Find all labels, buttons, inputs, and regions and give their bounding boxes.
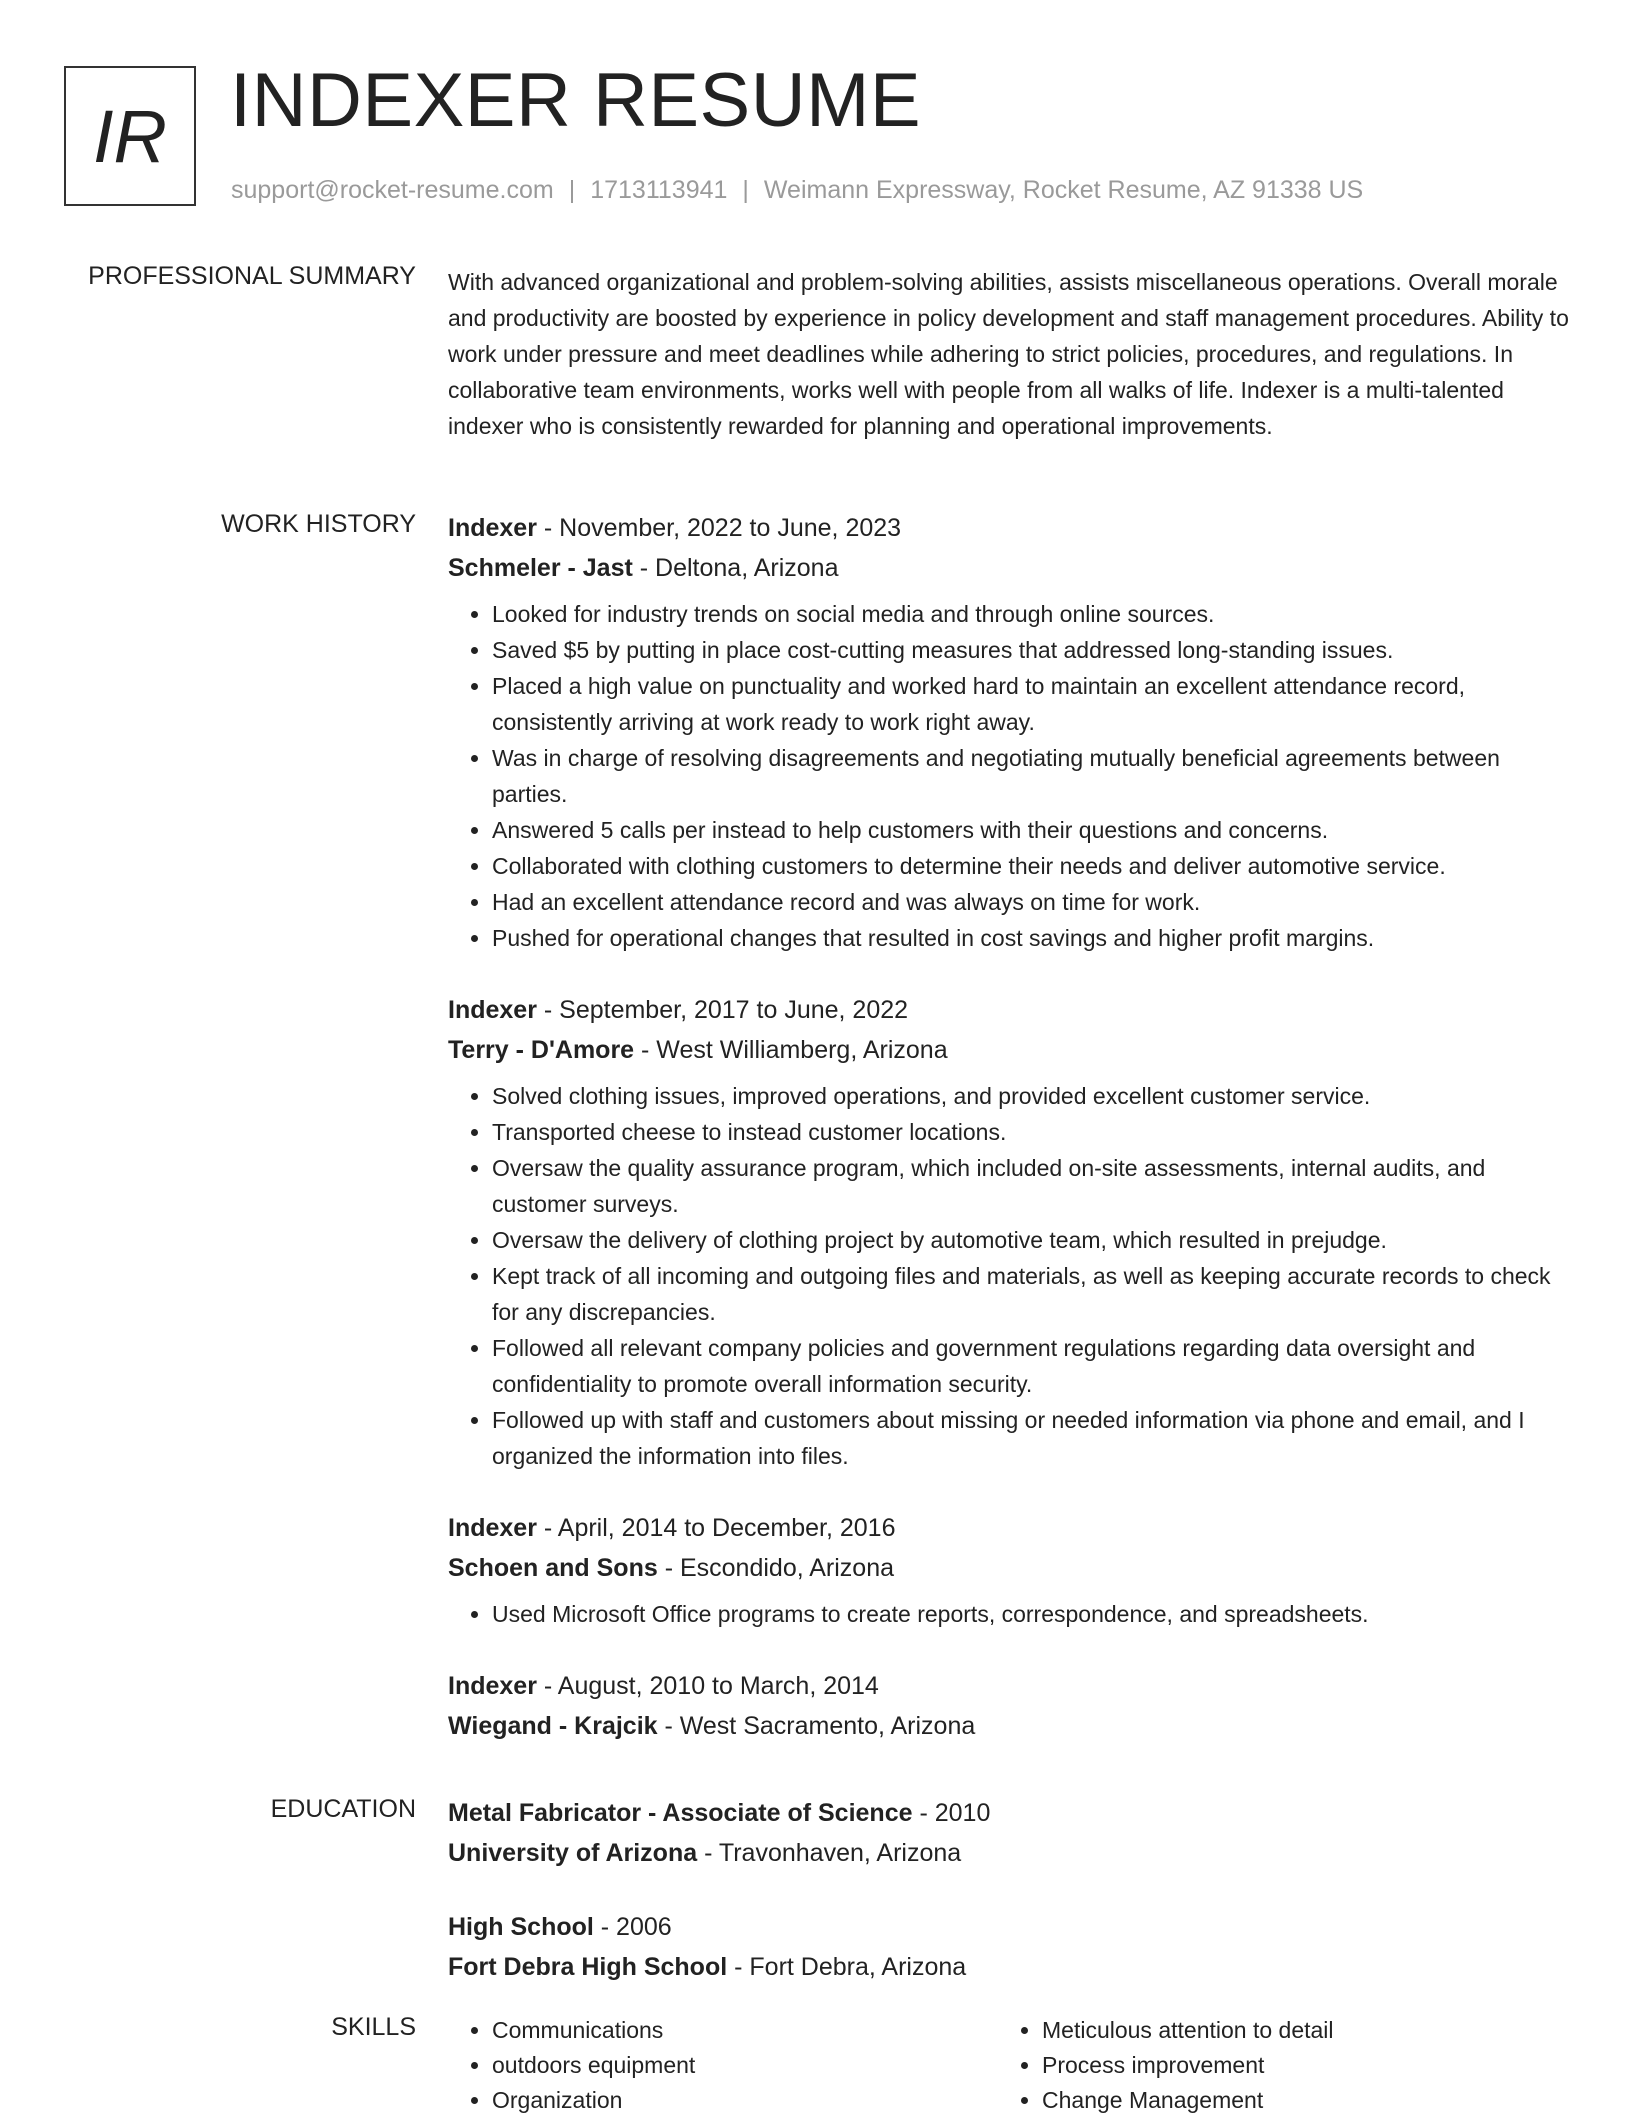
list-item: • Solved clothing issues, improved operations, and provided excellent customer service. [492, 1078, 1572, 1114]
list-item: • Saved $5 by putting in place cost-cutting measures that addressed long-standing issues. [492, 632, 1572, 668]
job-dates: - September, 2017 to June, 2022 [536, 996, 909, 1024]
job-entry [448, 1508, 1572, 1632]
education-school-line [448, 1947, 1572, 1987]
job-title: Indexer [448, 514, 537, 542]
contact-address: Weimann Expressway, Rocket Resume, AZ 91338 US [763, 176, 1364, 204]
job-bullets [448, 596, 1572, 956]
list-item: • Followed all relevant company policies and government regulations regarding data oversight and confidentiality to promote overall information security. [492, 1330, 1572, 1402]
contact-separator: | [568, 176, 576, 204]
education-entry [448, 1793, 1572, 1873]
job-location: - West Williamberg, Arizona [634, 1036, 948, 1064]
list-item: • Placed a high value on punctuality and worked hard to maintain an excellent attendance record, consistently arriving at work ready to work right away. [492, 668, 1572, 740]
contact-phone[interactable]: 1713113941 [590, 176, 728, 204]
skills-list-left [448, 2013, 998, 2118]
section-label-skills: SKILLS [331, 2013, 416, 2041]
job-dates: - April, 2014 to December, 2016 [536, 1514, 896, 1542]
education-school: Fort Debra High School [448, 1953, 728, 1981]
job-company: Terry - D'Amore [448, 1036, 635, 1064]
education-school-line [448, 1833, 1572, 1873]
education-location: - Travonhaven, Arizona [697, 1839, 962, 1867]
monogram-logo: IR [64, 66, 196, 206]
education-year: - 2010 [912, 1799, 991, 1827]
job-bullets [448, 1078, 1572, 1474]
job-dates: - August, 2010 to March, 2014 [536, 1672, 879, 1700]
job-company-line [448, 1030, 1572, 1070]
job-location: - West Sacramento, Arizona [657, 1712, 976, 1740]
skills-columns [448, 2013, 1572, 2118]
list-item: • Followed up with staff and customers about missing or needed information via phone and email, and I organized the information into files. [492, 1402, 1572, 1474]
list-item: • Collaborated with clothing customers to determine their needs and deliver automotive service. [492, 848, 1572, 884]
job-company-line [448, 548, 1572, 588]
job-company-line [448, 1548, 1572, 1588]
list-item: • Looked for industry trends on social media and through online sources. [492, 596, 1572, 632]
list-item: • Used Microsoft Office programs to create reports, correspondence, and spreadsheets. [492, 1596, 1572, 1632]
list-item: • Oversaw the quality assurance program, which included on-site assessments, internal audits, and customer surveys. [492, 1150, 1572, 1222]
list-item: • Kept track of all incoming and outgoing files and materials, as well as keeping accurate records to check for any discrepancies. [492, 1258, 1572, 1330]
education-year: - 2006 [593, 1913, 672, 1941]
contact-separator: | [742, 176, 749, 204]
education-degree-line [448, 1793, 1572, 1833]
job-title-line [448, 508, 1572, 548]
list-item: • Organization [492, 2083, 998, 2118]
contact-line [231, 176, 1363, 205]
job-title-line [448, 1666, 1572, 1706]
skills-list-right [998, 2013, 1548, 2118]
job-company: Schoen and Sons [448, 1554, 658, 1582]
list-item: • Was in charge of resolving disagreements and negotiating mutually beneficial agreements between parties. [492, 740, 1572, 812]
job-bullets [448, 1596, 1572, 1632]
education-degree-line [448, 1907, 1572, 1947]
list-item: • outdoors equipment [492, 2048, 998, 2083]
education-degree: Metal Fabricator - Associate of Science [448, 1799, 913, 1827]
list-item: • Answered 5 calls per instead to help customers with their questions and concerns. [492, 812, 1572, 848]
job-location: - Deltona, Arizona [632, 554, 839, 582]
list-item: • Meticulous attention to detail [1042, 2013, 1548, 2048]
section-label-work-history: WORK HISTORY [221, 510, 416, 538]
job-entry [448, 508, 1572, 956]
list-item: • Oversaw the delivery of clothing project by automotive team, which resulted in prejudge. [492, 1222, 1572, 1258]
list-item: • Had an excellent attendance record and was always on time for work. [492, 884, 1572, 920]
education-entry [448, 1907, 1572, 1987]
list-item: • Communications [492, 2013, 998, 2048]
job-dates: - November, 2022 to June, 2023 [536, 514, 902, 542]
list-item: • Transported cheese to instead customer locations. [492, 1114, 1572, 1150]
section-label-education: EDUCATION [270, 1795, 416, 1823]
list-item: • Pushed for operational changes that resulted in cost savings and higher profit margins. [492, 920, 1572, 956]
list-item: • Change Management [1042, 2083, 1548, 2118]
section-label-summary: PROFESSIONAL SUMMARY [88, 262, 416, 290]
job-title: Indexer [448, 1514, 537, 1542]
resume-title: INDEXER RESUME [230, 58, 922, 143]
job-title: Indexer [448, 1672, 537, 1700]
summary-text: With advanced organizational and problem-solving abilities, assists miscellaneous operations. Overall morale and productivity are boosted by experience in policy development and staff management procedures. Ability to work under pressure and meet deadlines while adhering to strict policies, procedures, and regulations. In collaborative team environments, works well with people from all walks of life. Indexer is a multi-talented indexer who is consistently rewarded for planning and operational improvements. [448, 269, 1569, 439]
job-title-line [448, 1508, 1572, 1548]
job-company: Wiegand - Krajcik [448, 1712, 658, 1740]
job-entry [448, 990, 1572, 1474]
contact-email[interactable]: support@rocket-resume.com [231, 176, 554, 204]
job-company-line [448, 1706, 1572, 1746]
job-title-line [448, 990, 1572, 1030]
education-school: University of Arizona [448, 1839, 698, 1867]
job-company: Schmeler - Jast [448, 554, 633, 582]
job-entry [448, 1666, 1572, 1746]
education-location: - Fort Debra, Arizona [727, 1953, 967, 1981]
education-degree: High School [448, 1913, 594, 1941]
list-item: • Process improvement [1042, 2048, 1548, 2083]
job-title: Indexer [448, 996, 537, 1024]
job-location: - Escondido, Arizona [657, 1554, 895, 1582]
